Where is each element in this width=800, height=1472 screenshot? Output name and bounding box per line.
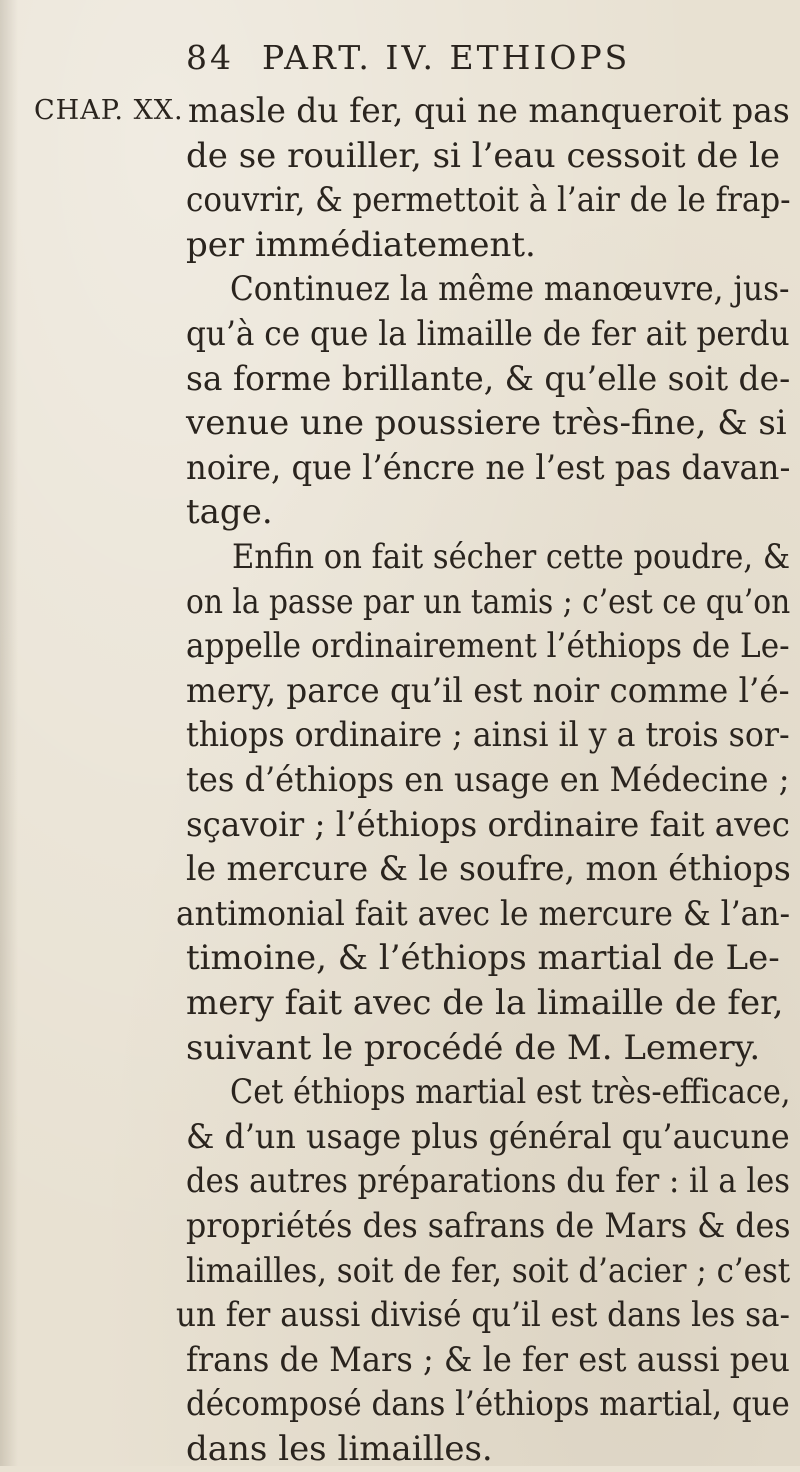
text-line: Cet éthiops martial est très-efficace,: [230, 1072, 791, 1113]
text-line: antimonial fait avec le mercure & l’an-: [176, 893, 791, 934]
text-line: sçavoir ; l’éthiops ordinaire fait avec: [186, 804, 790, 845]
text-line: sa forme brillante, & qu’elle soit de-: [186, 358, 791, 399]
page-edge-shadow: [0, 0, 18, 1466]
text-line: masle du fer, qui ne manqueroit pas: [188, 91, 790, 131]
text-line: Continuez la même manœuvre, jus-: [230, 269, 790, 310]
text-line: frans de Mars ; & le fer est aussi peu: [186, 1339, 790, 1380]
page-number: 84: [186, 38, 234, 77]
text-line: tes d’éthiops en usage en Médecine ;: [186, 760, 790, 800]
text-line: venue une poussiere très-fine, & si: [186, 403, 787, 444]
text-line: mery fait avec de la limaille de fer,: [186, 983, 784, 1023]
text-line: per immédiatement.: [186, 224, 536, 265]
text-line: thiops ordinaire ; ainsi il y a trois sor-: [186, 715, 790, 756]
text-line: limailles, soit de fer, soit d’acier ; c’est: [186, 1250, 791, 1291]
text-line: un fer aussi divisé qu’il est dans les sa-: [176, 1295, 790, 1336]
text-line: le mercure & le soufre, mon éthiops: [186, 849, 791, 890]
text-line: dans les limailles.: [186, 1429, 493, 1469]
running-title: PART. IV. ETHIOPS: [262, 38, 631, 77]
text-line: tage.: [186, 492, 273, 533]
chapter-label: CHAP. XX.: [34, 95, 184, 126]
text-line: décomposé dans l’éthiops martial, que: [186, 1384, 790, 1425]
text-line: on la passe par un tamis ; c’est ce qu’on: [186, 581, 791, 622]
text-line: & d’un usage plus général qu’aucune: [186, 1116, 790, 1157]
text-line: Enfin on fait sécher cette poudre, &: [232, 537, 791, 577]
text-line: qu’à ce que la limaille de fer ait perdu: [186, 314, 790, 354]
text-line: suivant le procédé de M. Lemery.: [186, 1027, 761, 1068]
text-line: couvrir, & permettoit à l’air de le frap-: [186, 180, 791, 221]
text-line: de se rouiller, si l’eau cessoit de le: [186, 135, 781, 176]
text-line: appelle ordinairement l’éthiops de Le-: [186, 626, 790, 667]
running-head: [186, 38, 630, 77]
text-line: des autres préparations du fer : il a les: [186, 1161, 790, 1202]
text-line: mery, parce qu’il est noir comme l’é-: [186, 670, 790, 711]
text-line: timoine, & l’éthiops martial de Le-: [186, 938, 780, 979]
text-line: noire, que l’éncre ne l’est pas davan-: [186, 447, 791, 488]
text-line: propriétés des safrans de Mars & des: [186, 1206, 791, 1246]
